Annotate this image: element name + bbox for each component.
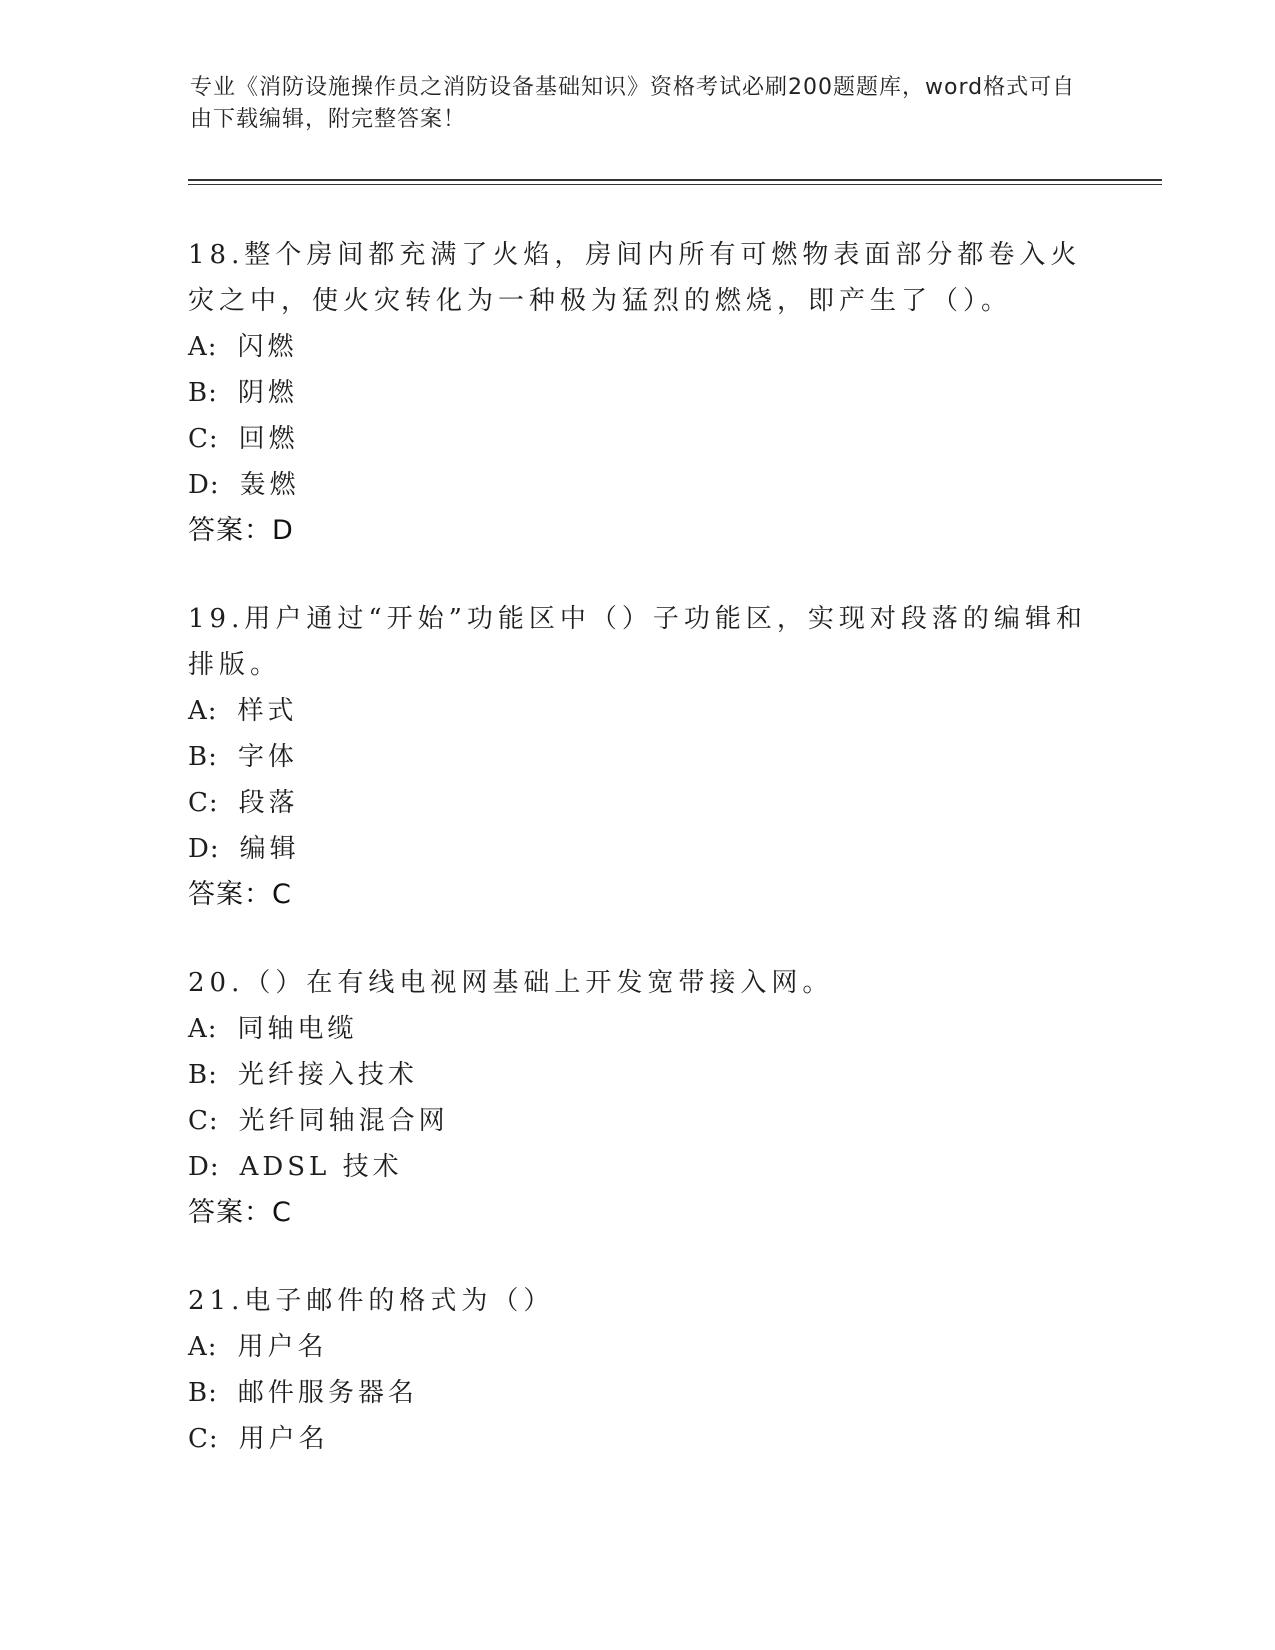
header-divider-thick bbox=[188, 179, 1162, 181]
option-a: A: 用户名 bbox=[188, 1332, 328, 1362]
question-stem: 19.用户通过“开始”功能区中（）子功能区，实现对段落的编辑和排版。 bbox=[188, 604, 1087, 680]
option-a: A: 同轴电缆 bbox=[188, 1014, 358, 1044]
question-stem: 21.电子邮件的格式为（） bbox=[188, 1286, 555, 1316]
question-19 bbox=[188, 596, 1088, 918]
question-list bbox=[188, 232, 1088, 1504]
question-stem: 20.（）在有线电视网基础上开发宽带接入网。 bbox=[188, 968, 834, 998]
option-c: C: 段落 bbox=[188, 788, 299, 818]
option-b: B: 光纤接入技术 bbox=[188, 1060, 418, 1090]
answer-line: 答案：C bbox=[188, 879, 292, 910]
option-b: B: 字体 bbox=[188, 742, 298, 772]
option-d: D: 编辑 bbox=[188, 834, 300, 864]
question-18 bbox=[188, 232, 1088, 554]
option-c: C: 回燃 bbox=[188, 424, 299, 454]
question-stem: 18.整个房间都充满了火焰，房间内所有可燃物表面部分都卷入火灾之中，使火灾转化为一种极为猛烈的燃烧，即产生了（）。 bbox=[188, 240, 1082, 316]
option-b: B: 阴燃 bbox=[188, 378, 298, 408]
question-20 bbox=[188, 960, 1088, 1236]
option-d: D: ADSL 技术 bbox=[188, 1152, 403, 1182]
option-b: B: 邮件服务器名 bbox=[188, 1378, 418, 1408]
answer-line: 答案：D bbox=[188, 515, 294, 546]
option-a: A: 样式 bbox=[188, 696, 298, 726]
option-d: D: 轰燃 bbox=[188, 470, 300, 500]
option-a: A: 闪燃 bbox=[188, 332, 298, 362]
answer-line: 答案：C bbox=[188, 1197, 292, 1228]
header-divider-thin bbox=[188, 184, 1162, 185]
option-c: C: 用户名 bbox=[188, 1424, 329, 1454]
question-21 bbox=[188, 1278, 1088, 1462]
document-header: 专业《消防设施操作员之消防设备基础知识》资格考试必刷200题题库，word格式可自由下载编辑，附完整答案！ bbox=[190, 75, 1076, 132]
option-c: C: 光纤同轴混合网 bbox=[188, 1106, 449, 1136]
